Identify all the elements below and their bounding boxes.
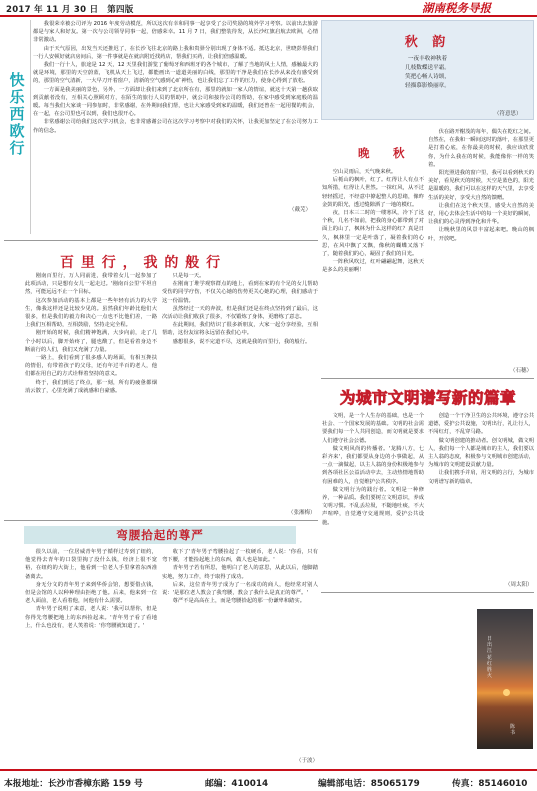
paragraph: 虽然经过一天的奔波，但是我们还是在终点坚持到了最后，这次活动让我们收获了很多，不仅锻炼了身体，更磨练了意志。	[162, 305, 318, 321]
essay-title: 晚 秋	[358, 146, 411, 160]
sunset-photo	[477, 609, 533, 749]
article-zunyan-column-2	[162, 548, 318, 605]
paragraph: 一阵秋风吹过，红叶翩翩起舞，这秋天是多么的美丽啊！	[322, 259, 424, 274]
paragraph: 非常感谢公司给我们这次学习机会，也非常感谢公司在这次学习考察中对我们的关怀，让我更加坚定了在公司努力工作的信念。	[33, 119, 318, 134]
headline-text: 为城市文明谱写新的篇章	[339, 389, 517, 407]
footer-fax: 传真：85146010	[452, 779, 528, 789]
paragraph: 感想很多，说不完道不尽，这就是我的百里行，我的般行。	[172, 338, 311, 345]
photo-credit: 陈书	[510, 724, 516, 737]
paragraph: 身无分文的青年男子来到华侨会馆，想要借点钱，但是会馆的人以种种理由拒绝了他。后来，他来到一位老人面前，老人看着他，问他有什么需要。	[25, 581, 157, 605]
section-title: 快乐西欧行	[9, 71, 25, 157]
paragraph: 在刚南丁堆学观察群点的地上，看到在家的有个足的女儿帮助受伤的同学疗伤，不仅关心她的伤势更关心她的心理，我们感动于这一份温情。	[162, 281, 318, 304]
poem-line: 一夜丰收神秋着	[407, 56, 448, 62]
paragraph: 由于天气原因，出发当天还推迟了，在长沙飞往北京的路上我和贵驿分别出现了身体不适。抵达北京，世晓彭帮我们一行人安顿好就店房间后，第一件事就是在就店附近找药店，帮我们买药，让我们倍感温暖。	[33, 45, 318, 60]
paragraph: 伏在路开榭茂的每年，偶失在乾红之间。自然在，在我和一瞬间这时的落叶，在那里更是打着心底，在你最美的时候，我应该欣赏你，为什么我在的时候，我能像你一样的笑着。	[428, 129, 534, 168]
paragraph: 做文明风尚的传播者。'龙腾八方，七彩齐来'，我们都要从身边的小事做起，从一点一滴做起，以主人翁的身份积极地参与到各项社区公益活动中去，主动热情地帮助有困难的人，自觉维护公共秩序。	[322, 445, 424, 485]
paragraph: 空山灵雨后，天气晚来秋。	[332, 169, 397, 175]
byline: （符意思）	[494, 111, 522, 117]
paragraph: 青年男子说明了来意，老人说：'我可以帮你，但是你得先弯腰把地上的东西捡起来。'青年男子看了看地上，什么也没有，老人笑着说：'你弯腰就知道了。'	[25, 606, 157, 629]
masthead-logo	[420, 0, 535, 15]
paragraph: 阳光照进我的窗户里，我可以看到秋天的美好，看见秋天的时候，天空是蓝色的，阳光是温暖的，我们可以在这样的天气里，去享受生活的美好，享受大自然的馈赠。	[428, 170, 534, 201]
footer-postcode: 邮编：410014	[205, 779, 269, 789]
poem-lines	[322, 55, 533, 91]
paragraph: 创造一个干净卫生的公共环境，遵守公共道德，爱护公共设施，文明出行，礼让行人，不闯红灯，不乱穿马路。	[428, 413, 534, 436]
photo-caption: 日出江花红胜火	[487, 636, 493, 680]
poem-line: 轻描慕影焕丽章。	[405, 83, 450, 89]
section-separator	[321, 378, 534, 379]
footer-address: 本报地址：长沙市香樟东路 159 号	[4, 779, 143, 789]
poem-title: 秋 韵	[404, 35, 451, 50]
issue-date: 2017 年 11 月 30 日 第四版	[6, 5, 134, 15]
section-divider	[30, 20, 31, 234]
byline: （石穗）	[510, 368, 533, 374]
paragraph: 这次参加活动的基本上都是一些年轻有活力的大学生，像我这样还是比较少见的。虽然我们年龄比他们大很多，但是我们的毅力和决心一点也不比他们差，一路上我们互相帮助，互相鼓励，坚持走完全程。	[25, 297, 157, 329]
paragraph: 刚南百里行，万人同前进，我带着女儿一起参加了此项活动，只是想有女儿一起走过。'刚南百公里'平坦自然，可能远远不止一个目标。	[25, 273, 157, 296]
poem-box	[321, 20, 534, 120]
paragraph: 让我们在这个秋天里，感受大自然的美好，用心去体会生活中的每一个美好的瞬间，让我们的心灵得到净化和升华。	[428, 202, 534, 226]
essay-column-2	[428, 128, 534, 243]
paragraph: 刚开始的时候，我们精神饱满，大步向前，走了几个小时以后，脚开始疼了，腿也酸了，但是看着身边不断前行的人们，我们又充满了力量。	[25, 330, 157, 353]
paragraph: 我很荣幸被公司评为 2016 年度劳动模范，所以这次有幸和同事一起享受了公司奖励的境外学习考察。以前出去旅游都是与家人和好友。第一次与公司领导同事一起，倍感荣幸。11 月 7 日，我们整装待发，从长沙红旗启航去欧洲，心情非常激动。	[33, 21, 318, 44]
paragraph: 文明，是一个人生存的基础，也是一个社会、一个国家发展的基础。文明的社会需要我们每一个人共同创造，而文明就是要求人们遵守社会公德。	[322, 413, 424, 444]
paragraph: 夜，日本三二时的一缕寒风，冷下了这个秋，几名不如前，把我的身心都带到了对面上的山了，枫林为什么这样的红？真是日久，枫林里一定是叶落了，凝着我们的心思，在风中飘了又飘，像秋的蝴蝶又落下了，随着我们的心，凝固了我们的目光。	[322, 210, 424, 258]
byline: （戴芜）	[289, 207, 312, 213]
footer	[0, 769, 537, 791]
paragraph: 让我们携手并肩，用文明的言行，为城市文明谱写新的篇章。	[428, 470, 534, 485]
paragraph: 我们一行十人，旅途是 12 天，12 天里我们游览了葡萄牙和西班牙的各个城市，了解了当地的风土人情，感触最大的就是环境，那里的天空蔚蓝，飞机从天上飞过，都能画出一道道美丽的白线，那里的干净是我们在长沙从来没有感受到的，那里的空气清新，一大早刀开着窗户，清新的空气感到心旷神怡，也让我们忘了工作的压力，使身心得到了放松。	[33, 62, 318, 85]
article-europe-trip	[33, 20, 318, 135]
article-zunyan-column-1	[25, 548, 157, 630]
civilization-column-2	[428, 412, 534, 486]
byline: （于波）	[296, 758, 319, 764]
paragraph: 青年男子若有所思，他明白了老人的意思，从此以后，他脚踏实地，努力工作，终于取得了成功。	[162, 565, 318, 580]
poem-line: 笑把心畅人诗颂，	[405, 74, 450, 80]
section-separator	[321, 592, 534, 593]
byline: （周太阳）	[505, 582, 533, 588]
poem-line: 几枝数蝶送平霜。	[405, 65, 450, 71]
essay-column-1	[322, 168, 424, 275]
paragraph: 让晚秋里的风景丰富起来吧。晚山的枫叶，开放吧。	[428, 227, 534, 242]
paragraph: 很久以前，一位居威青年男子循样过寿到了纽约，他觉得去青年的口袋里掏了没什么钱，经济上很不宽裕，在纽约的大街上，他看到一位老人手里拿着东西准备离去。	[25, 549, 157, 580]
paragraph: 尊严不是高高在上，而是弯腰拾起的那一份谦卑和踏实。	[172, 598, 306, 605]
sun-shape	[503, 689, 510, 696]
byline: （张湘梅）	[288, 510, 316, 516]
civilization-headline	[322, 386, 534, 408]
paragraph: 在此期间，我们结识了很多新朋友，大家一起分享经验，互相帮助，这份友谊将永远留在我们心中。	[162, 322, 318, 337]
paragraph: 一方面是我美丽的景色，另外，一方面却让我们来到了北京所在有，那里的就如一家人的情谊，就这十天第一趟获取到贡献者没有，互相关心照顾对方，在陌生的旅行人员的帮助中，就公司和接待公司的帮助，在家中感受到家庭般的温暖。每当我们大家谈一同参加时，非常感谢，在外期间我们帮，也让大家感受到家的温暖，我们还曾在一起用餐的机会，在一起，在公司里也可以到，我们也很开心。	[33, 86, 318, 118]
paragraph: 一路上，我们看到了很多感人的场面，有相互搀扶的情侣，有带着孩子的父母，还有年过半百的老人，他们都在用自己的方式诠释着坚持的意义。	[25, 355, 157, 378]
footer-phone: 编辑部电话：85065179	[318, 779, 420, 789]
header-rule	[0, 15, 537, 17]
paragraph: 后栀山的枫叶，红了。红得让人有点不知所措，红得让人世然。一抹红风，从不过轻轻摇过，不经意中撩起整人的思绪，像昨金鼓的阳光，透过缝隙洒了一地的模红。	[322, 177, 424, 208]
article-title: 弯腰拾起的尊严	[116, 528, 204, 542]
paragraph: 只是每一天。	[172, 273, 205, 279]
article-xing-column-1	[25, 272, 157, 395]
article-title: 百 里 行 ， 我 的 般 行	[60, 255, 222, 271]
masthead-text: 湖南税务导报	[422, 1, 491, 15]
civilization-column-1	[322, 412, 424, 527]
paragraph: 后来，这位青年男子成为了一名成功的商人，他经常对别人说：'是那位老人教会了我弯腰，教会了我什么是真正的尊严。'	[162, 581, 318, 597]
section-separator	[4, 520, 318, 521]
section-separator	[4, 240, 318, 241]
paragraph: 收下了'青年男子弯腰捡起了一枚硬币，老人说：'你看，只有弯下腰，才能捡起地上的东西，做人也是如此。'	[162, 549, 318, 564]
article-xing-column-2	[162, 272, 318, 346]
paragraph: 做文明创建的推动者。创文明城，做文明人，我们每一个人都是城市的主人，我们要以主人翁的态度，积极参与文明城市创建活动，为城市的文明建设贡献力量。	[428, 437, 534, 469]
paragraph: 终于，我们到达了终点，那一刻，所有的疲惫都烟消云散了，心里充满了成就感和自豪感。	[25, 379, 157, 394]
paragraph: 做文明行为的践行者。文明是一种修养，一种品质。我们要树立文明意识，养成文明习惯。不乱丢垃圾，不随地吐痰，不大声喧哗，自觉遵守交通规则，爱护公共设施。	[322, 486, 424, 526]
